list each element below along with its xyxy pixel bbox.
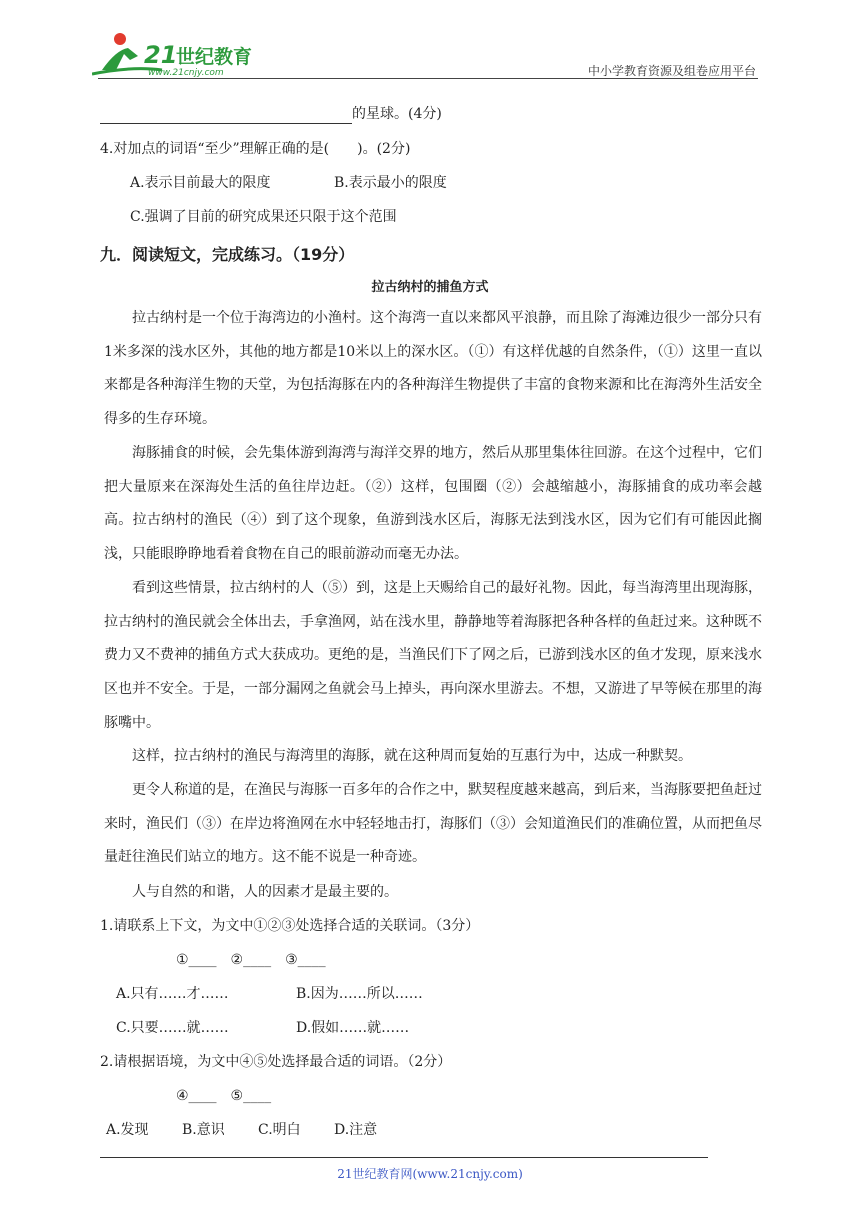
svg-text:21: 21	[144, 41, 178, 69]
site-name: 中小学教育资源及组卷应用平台	[587, 64, 756, 78]
q4-option-c: C.强调了目前的研究成果还只限于这个范围	[130, 209, 397, 225]
svg-text:世纪教育: 世纪教育	[176, 46, 253, 68]
q4-option-b: B.表示最小的限度	[334, 175, 447, 191]
footer-link[interactable]: 21世纪教育网(www.21cnjy.com)	[337, 1167, 523, 1181]
question-2-blanks: ④____ ⑤____	[176, 1088, 272, 1104]
question-2-option-a: A.发现	[106, 1122, 149, 1138]
q4-prompt: 4.对加点的词语“至少”理解正确的是( )。(2分)	[100, 141, 411, 157]
passage-paragraph-1: 拉古纳村是一个位于海湾边的小渔村。这个海湾一直以来都风平浪静，而且除了海滩边很少一部分只有1米多深的浅水区外，其他的地方都是10米以上的深水区。（①）有这样优越的自然条件，（①）这里一直以来都是各种海洋生物的天堂，为包括海豚在内的各种海洋生物提供了丰富的食物来源和比在海湾外生活安全得多的生存环境。	[104, 310, 762, 428]
passage-paragraph-3: 看到这些情景，拉古纳村的人（⑤）到，这是上天赐给自己的最好礼物。因此，每当海湾里出现海豚，拉古纳村的渔民就会全体出去，手拿渔网，站在浅水里，静静地等着海豚把各种各样的鱼赶过来。这种既不费力又不费神的捕鱼方式大获成功。更绝的是，当渔民们下了网之后，已游到浅水区的鱼才发现，原来浅水区也并不安全。于是，一部分漏网之鱼就会马上掉头，再向深水里游去。不想，又游进了早等候在那里的海豚嘴中。	[104, 580, 762, 731]
question-2-option-d: D.注意	[334, 1122, 378, 1138]
question-1-blanks: ①____ ②____ ③____	[176, 952, 326, 968]
site-logo	[92, 30, 262, 80]
q4-option-a: A.表示目前最大的限度	[130, 175, 271, 191]
answer-blank	[100, 109, 352, 124]
question-1-option-b: B.因为……所以……	[296, 986, 423, 1002]
runner-logo-icon	[92, 30, 262, 80]
question-1-option-d: D.假如……就……	[296, 1020, 410, 1036]
svg-text:www.21cnjy.com: www.21cnjy.com	[148, 68, 224, 78]
question-1-option-a: A.只有……才……	[116, 986, 229, 1002]
question-2-option-c: C.明白	[258, 1122, 301, 1138]
question-1-prompt: 1.请联系上下文，为文中①②③处选择合适的关联词。（3分）	[100, 918, 480, 934]
footer-divider	[100, 1157, 708, 1158]
question-2-option-b: B.意识	[182, 1122, 225, 1138]
passage-paragraph-4: 这样，拉古纳村的渔民与海湾里的海豚，就在这种周而复始的互惠行为中，达成一种默契。	[132, 748, 692, 764]
passage-paragraph-5: 更令人称道的是，在渔民与海豚一百多年的合作之中，默契程度越来越高，到后来，当海豚要把鱼赶过来时，渔民们（③）在岸边将渔网在水中轻轻地击打，海豚们（③）会知道渔民们的准确位置，从而把鱼尽量赶往渔民们站立的地方。这不能不说是一种奇迹。	[104, 782, 762, 866]
header-divider	[98, 78, 758, 79]
question-1-option-c: C.只要……就……	[116, 1020, 229, 1036]
q3-tail: 的星球。(4分)	[100, 104, 442, 124]
section-heading: 九．阅读短文，完成练习。（19分）	[100, 245, 355, 264]
passage-title: 拉古纳村的捕鱼方式	[371, 280, 489, 295]
passage-paragraph-2: 海豚捕食的时候，会先集体游到海湾与海洋交界的地方，然后从那里集体往回游。在这个过程中，它们把大量原来在深海处生活的鱼往岸边赶。（②）这样，包围圈（②）会越缩越小，海豚捕食的成功率会越高。拉古纳村的渔民（④）到了这个现象，鱼游到浅水区后，海豚无法到浅水区，因为它们有可能因此搁浅，只能眼睁睁地看着食物在自己的眼前游动而毫无办法。	[104, 445, 762, 563]
passage-paragraph-6: 人与自然的和谐，人的因素才是最主要的。	[132, 884, 398, 900]
question-2-prompt: 2.请根据语境，为文中④⑤处选择最合适的词语。（2分）	[100, 1054, 452, 1070]
